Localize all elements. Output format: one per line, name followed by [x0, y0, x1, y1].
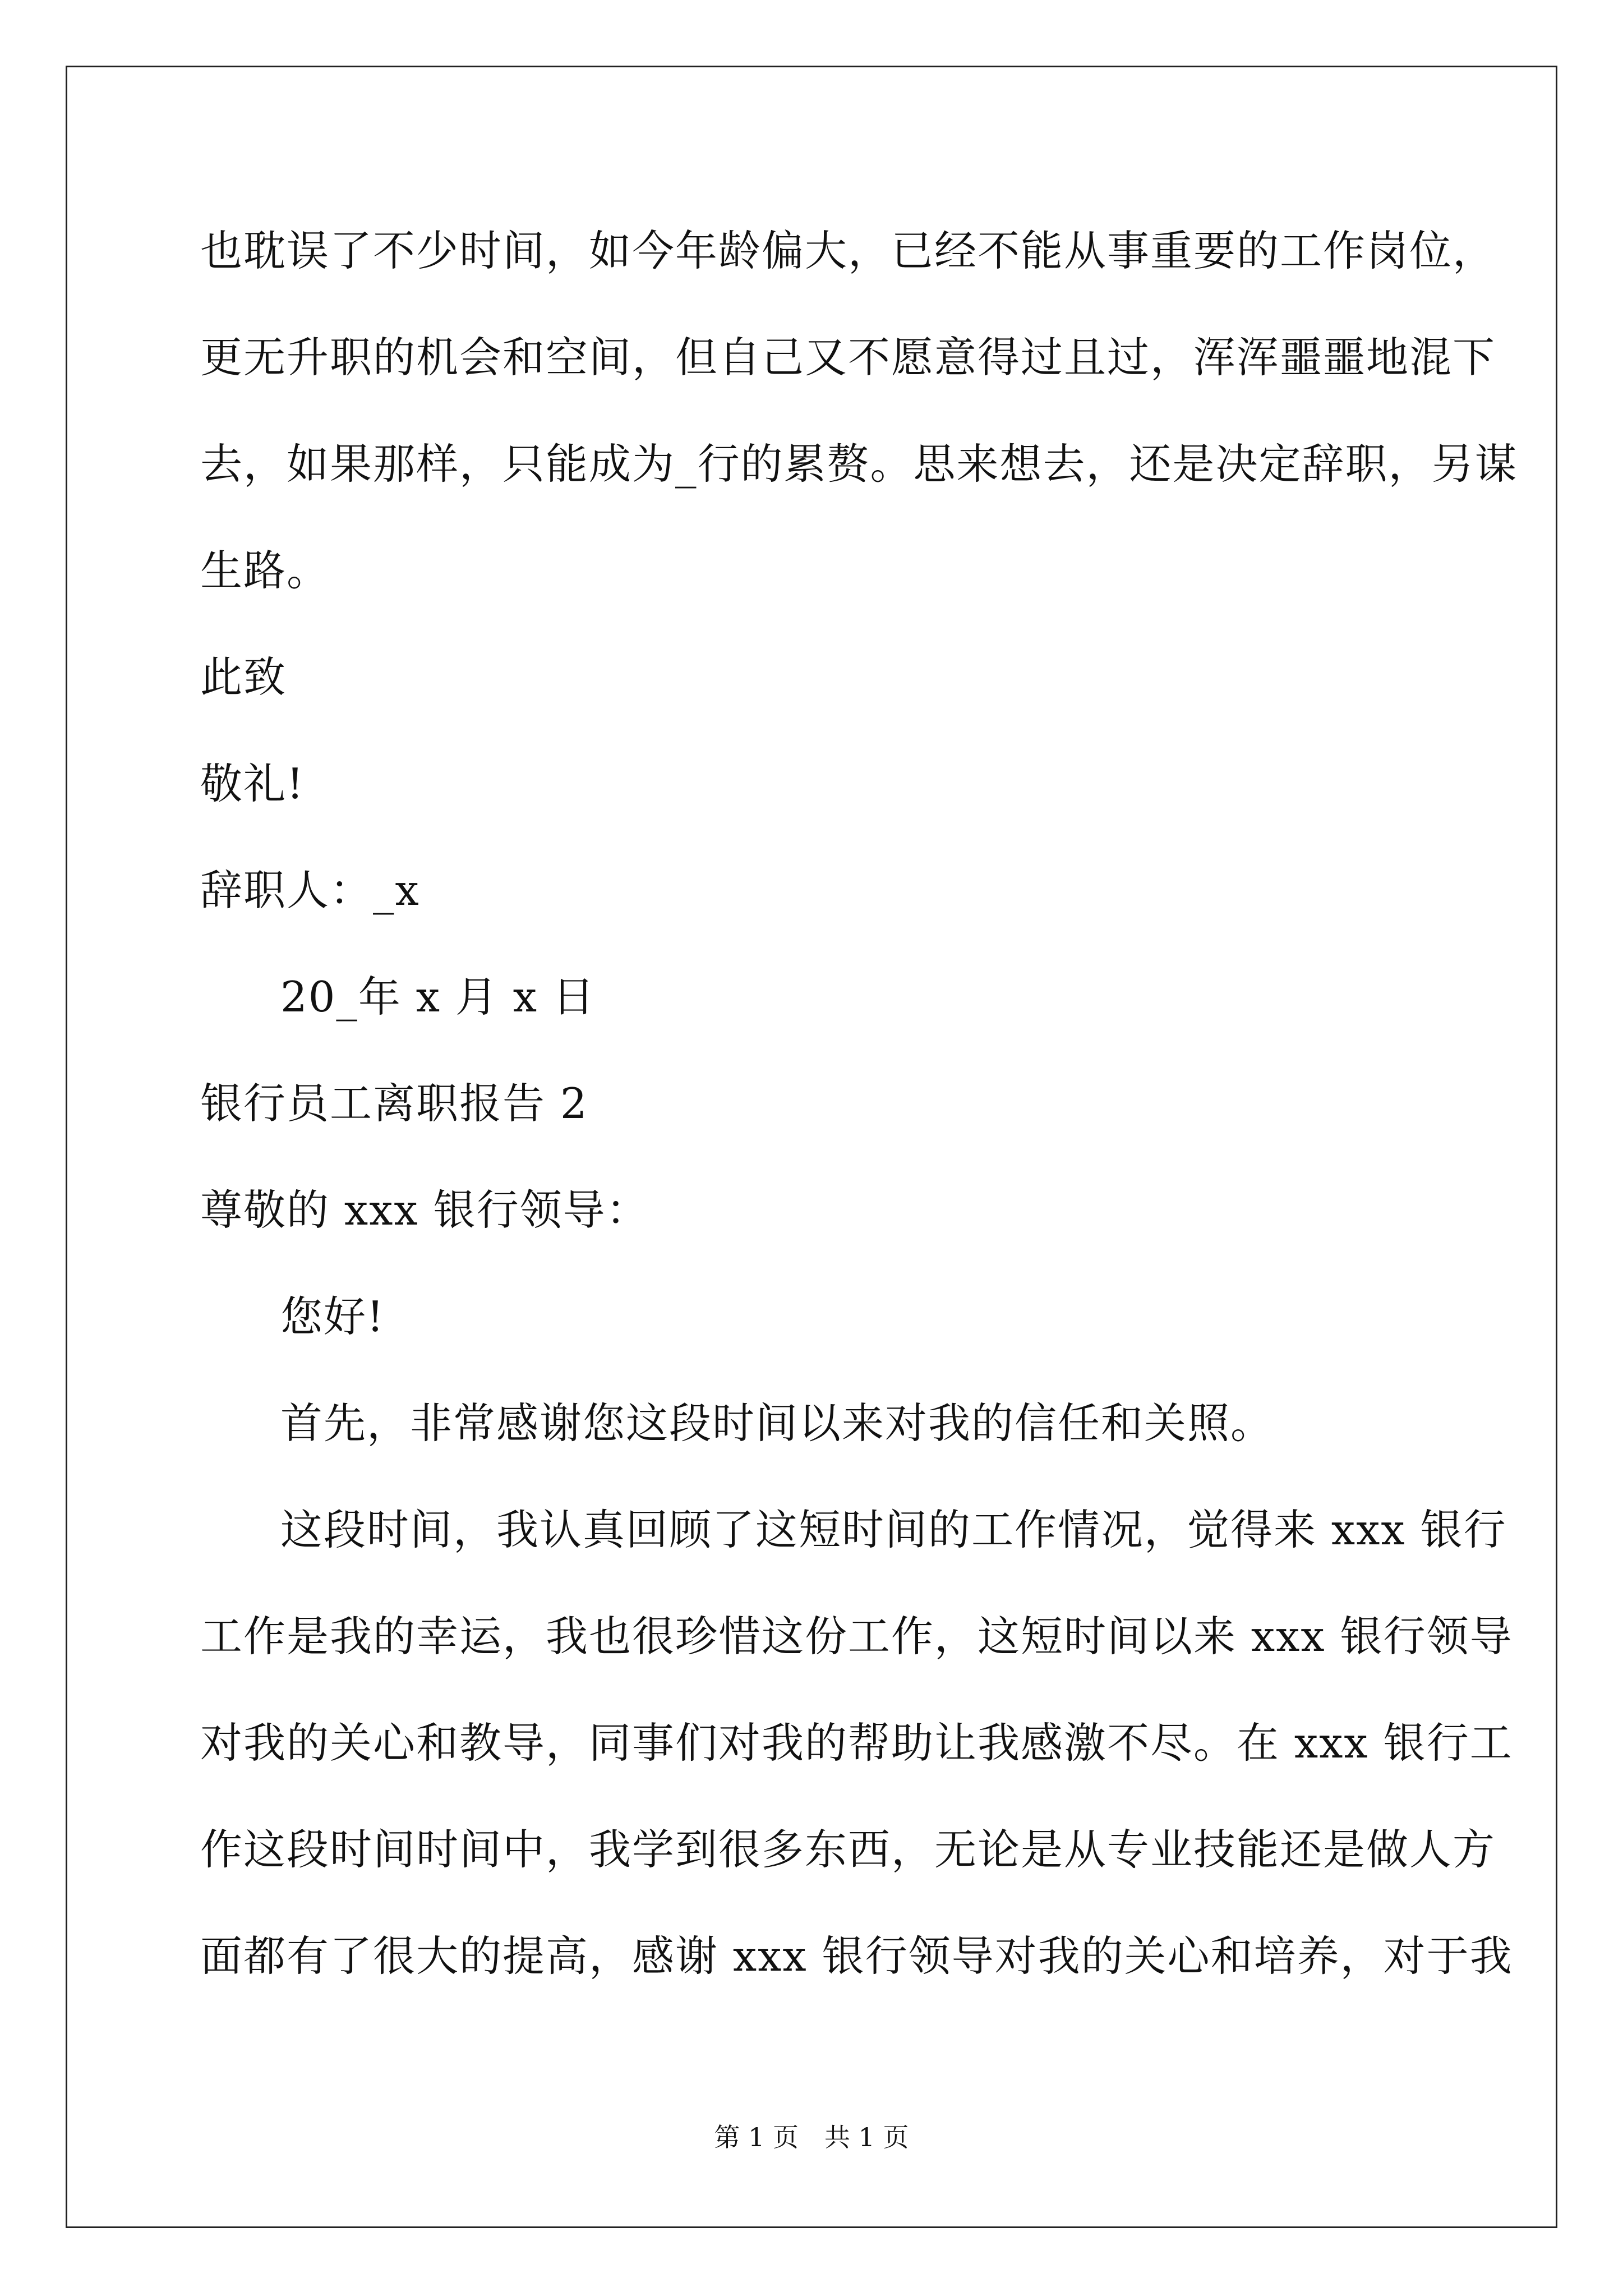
body-line: 更无升职的机会和空间，但自己又不愿意得过且过，浑浑噩噩地混下	[200, 333, 1496, 382]
date-line: 20_年 x 月 x 日	[280, 972, 596, 1022]
body-line: 去，如果那样，只能成为_行的累赘。思来想去，还是决定辞职，另谋	[200, 439, 1518, 489]
paragraph-line: 作这段时间时间中，我学到很多东西，无论是从专业技能还是做人方	[200, 1825, 1496, 1874]
paragraph-line: 这段时间，我认真回顾了这短时间的工作情况，觉得来 xxx 银行	[280, 1505, 1507, 1554]
paragraph-line: 首先，非常感谢您这段时间以来对我的信任和关照。	[280, 1398, 1274, 1448]
paragraph-line: 面都有了很大的提高，感谢 xxx 银行领导对我的关心和培养，对于我	[200, 1931, 1513, 1981]
closing-regards: 敬礼!	[200, 759, 305, 808]
greeting-addressee: 尊敬的 xxx 银行领导：	[200, 1185, 649, 1235]
greeting-hello: 您好!	[280, 1292, 385, 1341]
page-number-footer: 第 1 页 共 1 页	[714, 2122, 909, 2152]
page-border	[66, 66, 1557, 2228]
body-line: 也耽误了不少时间，如今年龄偏大，已经不能从事重要的工作岗位，	[200, 226, 1496, 275]
paragraph-line: 对我的关心和教导，同事们对我的帮助让我感激不尽。在 xxx 银行工	[200, 1718, 1513, 1768]
signature-line: 辞职人：_x	[200, 866, 420, 915]
section-title: 银行员工离职报告 2	[200, 1079, 588, 1128]
paragraph-line: 工作是我的幸运，我也很珍惜这份工作，这短时间以来 xxx 银行领导	[200, 1612, 1513, 1661]
closing-salutation: 此致	[200, 652, 287, 702]
body-line: 生路。	[200, 546, 330, 595]
